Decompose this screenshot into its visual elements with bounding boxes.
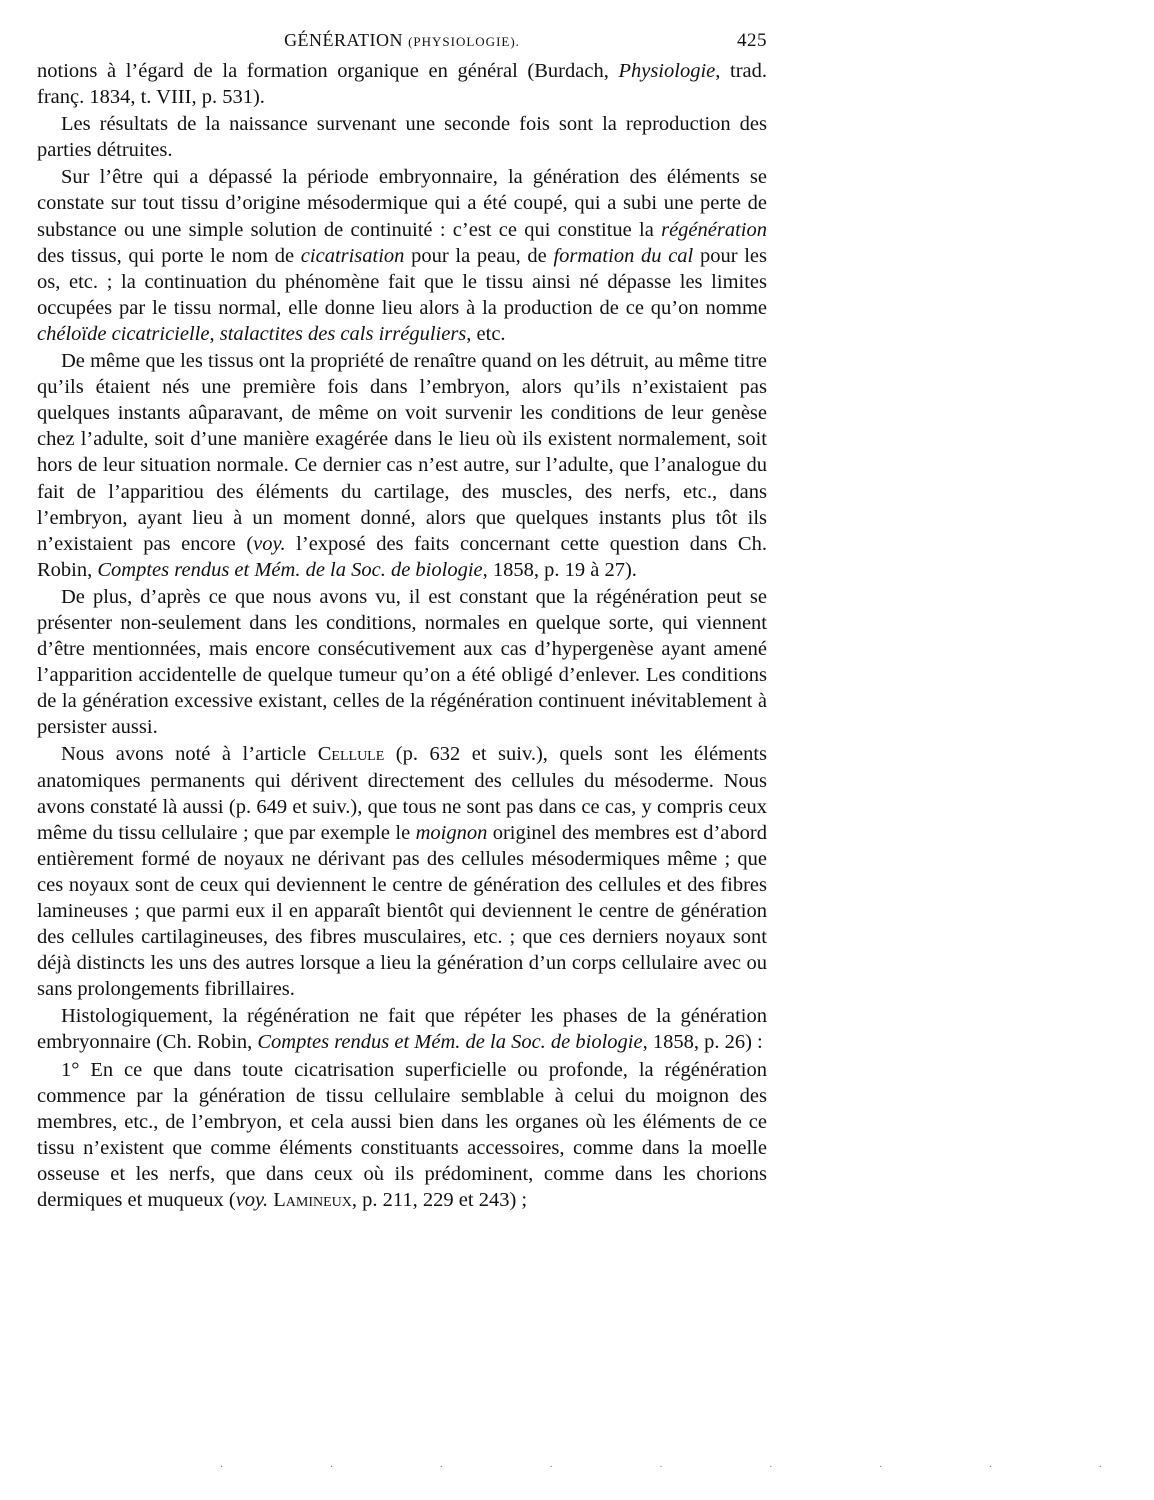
paragraph-5 <box>37 584 767 741</box>
running-head <box>37 30 767 58</box>
text-run: pour les os, etc. ; la continuation du phénomène fait que le tissu ainsi né dépasse les limites occupées par le tissu normal, elle donne lieu alors à la production de ce qu’on nomme <box>37 244 768 319</box>
text-run: , <box>209 322 220 345</box>
text-run: Histologiquement, la régénération ne fait que répéter les phases de la génération embryonnaire (Ch. Robin, <box>37 1005 767 1054</box>
italic-text: chéloïde cicatricielle <box>37 322 210 345</box>
italic-text: régénération <box>661 218 767 241</box>
text-run: , p. 211, 229 et 243) ; <box>351 1189 528 1212</box>
text-run: , 1858, p. 19 à 27). <box>482 558 637 581</box>
document-page <box>37 30 767 1214</box>
text-run: , trad. franç. 1834, t. VIII, p. 531). <box>37 60 767 109</box>
page-number: 425 <box>737 30 767 51</box>
bottom-marks: · · · · · · · · · <box>220 1462 1154 1473</box>
text-run: notions à l’égard de la formation organique en général (Burdach, <box>37 60 619 82</box>
text-run: des tissus, qui porte le nom de <box>37 244 301 267</box>
header-title: GÉNÉRATION <box>284 30 404 50</box>
paragraph-6 <box>37 741 767 1002</box>
header-subtitle: (PHYSIOLOGIE). <box>408 34 520 49</box>
italic-text: voy. <box>235 1189 269 1212</box>
text-run: (p. 632 et suiv.), quels sont les éléments anatomiques permanents qui dérivent directement des cellules du mésoderme. Nous avons constaté là aussi (p. 649 et suiv.), que tous ne sont pas dans ce cas, y compris ceux même du tissu cellulaire ; que par exemple le <box>37 743 768 844</box>
small-caps-text: Lamineux <box>273 1189 352 1212</box>
paragraph-4 <box>37 348 767 583</box>
text-run: Les résultats de la naissance survenant une seconde fois sont la reproduction des parties détruites. <box>37 113 767 162</box>
text-run: Sur l’être qui a dépassé la période embryonnaire, la génération des éléments se constate sur tout tissu d’origine mésodermique qui a été coupé, qui a subi une perte de substance ou une simple solution de continuité : c’est ce qui constitue la <box>37 166 767 241</box>
paragraph-1 <box>37 58 767 110</box>
italic-text: moignon <box>415 821 488 844</box>
text-run: 1° En ce que dans toute cicatrisation superficielle ou profonde, la régénération commence par la génération de tissu cellulaire semblable à celui du moignon des membres, etc., de l’embryon, et cela aussi bien dans les organes où les éléments de ce tissu n’existent que comme éléments constituants accessoires, comme dans la moelle osseuse et les nerfs, que dans ceux où ils prédominent, comme dans les chorions dermiques et muqueux ( <box>37 1058 767 1212</box>
italic-text: voy. <box>253 532 286 555</box>
text-run: De même que les tissus ont la propriété de renaître quand on les détruit, au même titre qu’ils étaient nés une première fois dans l’embryon, alors qu’ils n’existaient pas quelques instants aûparavant, de même on voit survenir les conditions de leur genèse chez l’adulte, soit d’une manière exagérée dans le lieu où ils existent normalement, soit hors de leur situation normale. Ce dernier cas n’est autre, sur l’adulte, que l’analogue du fait de l’apparitiou des éléments du cartilage, des muscles, des nerfs, etc., dans l’embryon, ayant lieu à un moment donné, alors que quelques instants plus tôt ils n’existaient pas encore ( <box>37 350 767 555</box>
paragraph-7 <box>37 1003 767 1055</box>
text-run: originel des membres est d’abord entièrement formé de noyaux ne dérivant pas des cellules mésodermiques même ; que ces noyaux sont de ceux qui deviennent le centre de génération des cellules et des fibres lamineuses ; que parmi eux il en apparaît bientôt qui deviennent le centre de génération des cellules cartilagineuses, des fibres musculaires, etc. ; que ces derniers noyaux sont déjà distincts les uns des autres lorsque a lieu la génération d’un corps cellulaire avec ou sans prolongements fibrillaires. <box>37 821 767 1001</box>
paragraph-2 <box>37 111 767 163</box>
body-text <box>37 58 767 1213</box>
italic-text: formation du cal <box>553 244 694 267</box>
text-run: , etc. <box>466 322 506 345</box>
text-run: , 1858, p. 26) : <box>642 1031 763 1054</box>
text-run: pour la peau, de <box>404 244 554 267</box>
running-title <box>37 30 767 51</box>
small-caps-text: Cellule <box>317 743 385 766</box>
paragraph-8 <box>37 1057 767 1214</box>
italic-text: Comptes rendus et Mém. de la Soc. de biologie <box>97 558 483 581</box>
italic-text: cicatrisation <box>300 244 405 267</box>
italic-text: Comptes rendus et Mém. de la Soc. de biologie <box>257 1031 643 1054</box>
text-run: l’exposé des faits concernant cette question dans Ch. Robin, <box>37 532 767 581</box>
italic-text: stalactites des cals irréguliers <box>219 322 467 345</box>
text-run: Nous avons noté à l’article <box>61 743 318 766</box>
italic-text: Physiologie <box>618 60 716 82</box>
paragraph-3 <box>37 164 767 347</box>
text-run: De plus, d’après ce que nous avons vu, il est constant que la régénération peut se présenter non-seulement dans les conditions, normales en quelque sorte, qui viennent d’être mentionnées, mais encore consécutivement aux cas d’hypergenèse ayant amené l’apparition accidentelle de quelque tumeur qu’on a été obligé d’enlever. Les conditions de la génération excessive existant, celles de la régénération continuent inévitablement à persister aussi. <box>37 585 767 739</box>
